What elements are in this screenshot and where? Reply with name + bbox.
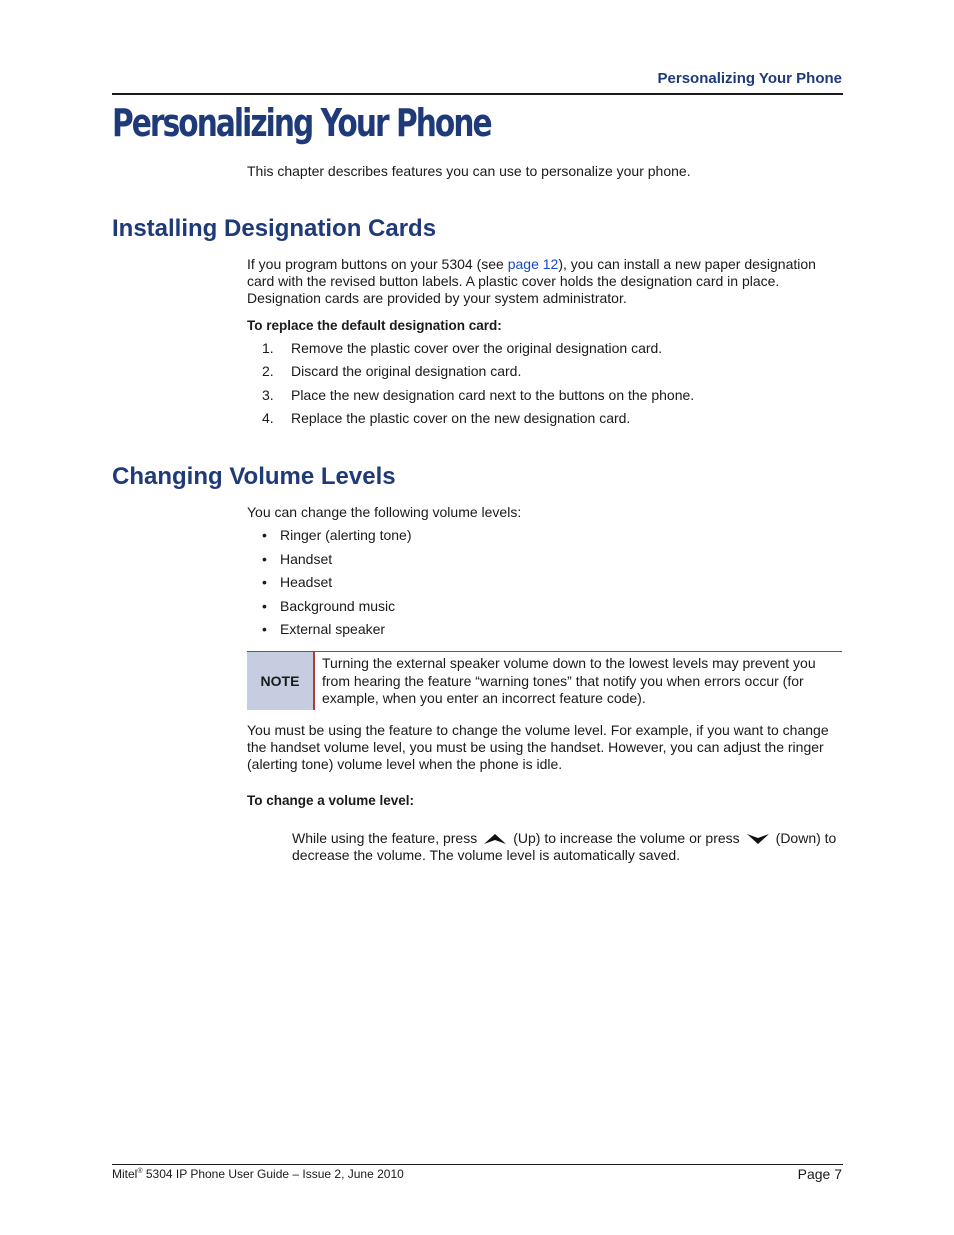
step-number: 2. xyxy=(262,363,274,380)
section-heading-volume-levels: Changing Volume Levels xyxy=(112,463,396,490)
brand-name: Mitel xyxy=(112,1167,138,1181)
volume-step xyxy=(292,830,844,864)
list-item xyxy=(247,387,842,410)
chapter-intro: This chapter describes features you can use to personalize your phone. xyxy=(247,163,691,179)
procedure-label-volume: To change a volume level: xyxy=(247,793,415,808)
footer-rule xyxy=(112,1164,843,1165)
up-arrow-icon xyxy=(483,832,507,846)
volume-paragraph: You must be using the feature to change the volume level. For example, if you want to change the handset volume level, you must be using the handset. However, you can adjust the ringer (alerting tone) volume level when the phone is idle. xyxy=(247,722,829,772)
list-item xyxy=(247,363,842,386)
step-text: Place the new designation card next to the buttons on the phone. xyxy=(291,386,695,403)
list-item xyxy=(247,598,842,622)
note-top-rule xyxy=(247,651,842,652)
paragraph-text: If you program buttons on your 5304 (see xyxy=(247,256,508,272)
chapter-title: Personalizing Your Phone xyxy=(112,101,491,145)
step-text: (Up) to increase the volume or press xyxy=(513,830,740,846)
list-item xyxy=(247,551,842,575)
step-text: While using the feature, press xyxy=(292,830,478,846)
procedure-label-designation: To replace the default designation card: xyxy=(247,318,502,333)
section-heading-designation-cards: Installing Designation Cards xyxy=(112,215,437,242)
bullet-icon: • xyxy=(262,574,267,590)
list-item xyxy=(247,527,842,551)
note-label: NOTE xyxy=(247,652,313,710)
step-text: Discard the original designation card. xyxy=(291,363,522,380)
list-item-text: External speaker xyxy=(280,621,386,637)
paragraph-text: ), you can install a new paper designation card with the revised button labels. A plastic cover holds the designation card in place. Designation cards are provided by your system administrator. xyxy=(247,256,816,306)
list-item xyxy=(247,621,842,645)
bullet-icon: • xyxy=(262,621,267,637)
step-number: 4. xyxy=(262,409,274,426)
volume-intro: You can change the following volume levels: xyxy=(247,504,522,520)
page-12-link[interactable]: page 12 xyxy=(507,256,559,272)
registered-mark: ® xyxy=(137,1168,143,1175)
list-item-text: Headset xyxy=(280,574,333,590)
list-item-text: Ringer (alerting tone) xyxy=(280,527,412,543)
bullet-icon: • xyxy=(262,550,267,567)
step-number: 3. xyxy=(262,386,274,403)
running-header: Personalizing Your Phone xyxy=(657,70,842,87)
note-text: Turning the external speaker volume down to the lowest levels may prevent you from hearing the feature “warning tones” that notify you when errors occur (for example, when you enter an incorrect feature code). xyxy=(322,655,816,706)
list-item-text: Background music xyxy=(280,597,396,614)
designation-cards-paragraph xyxy=(247,256,842,307)
down-arrow-icon xyxy=(746,832,770,846)
bullet-icon: • xyxy=(262,527,267,543)
list-item-text: Handset xyxy=(280,550,333,567)
page-number: Page 7 xyxy=(797,1166,842,1182)
footer-doc-title xyxy=(112,1167,404,1181)
list-item xyxy=(247,340,842,363)
bullet-icon: • xyxy=(262,597,267,614)
step-number: 1. xyxy=(262,340,274,356)
step-text: (Down) to decrease the volume. The volume level is automatically saved. xyxy=(292,830,837,863)
list-item xyxy=(247,410,842,433)
step-text: Remove the plastic cover over the original designation card. xyxy=(291,340,663,356)
designation-steps-list xyxy=(247,340,842,433)
list-item xyxy=(247,574,842,598)
header-rule xyxy=(112,93,843,95)
doc-title: 5304 IP Phone User Guide – Issue 2, June 2010 xyxy=(142,1167,404,1181)
volume-levels-list xyxy=(247,527,842,645)
step-text: Replace the plastic cover on the new designation card. xyxy=(291,409,631,426)
note-divider xyxy=(313,652,315,710)
